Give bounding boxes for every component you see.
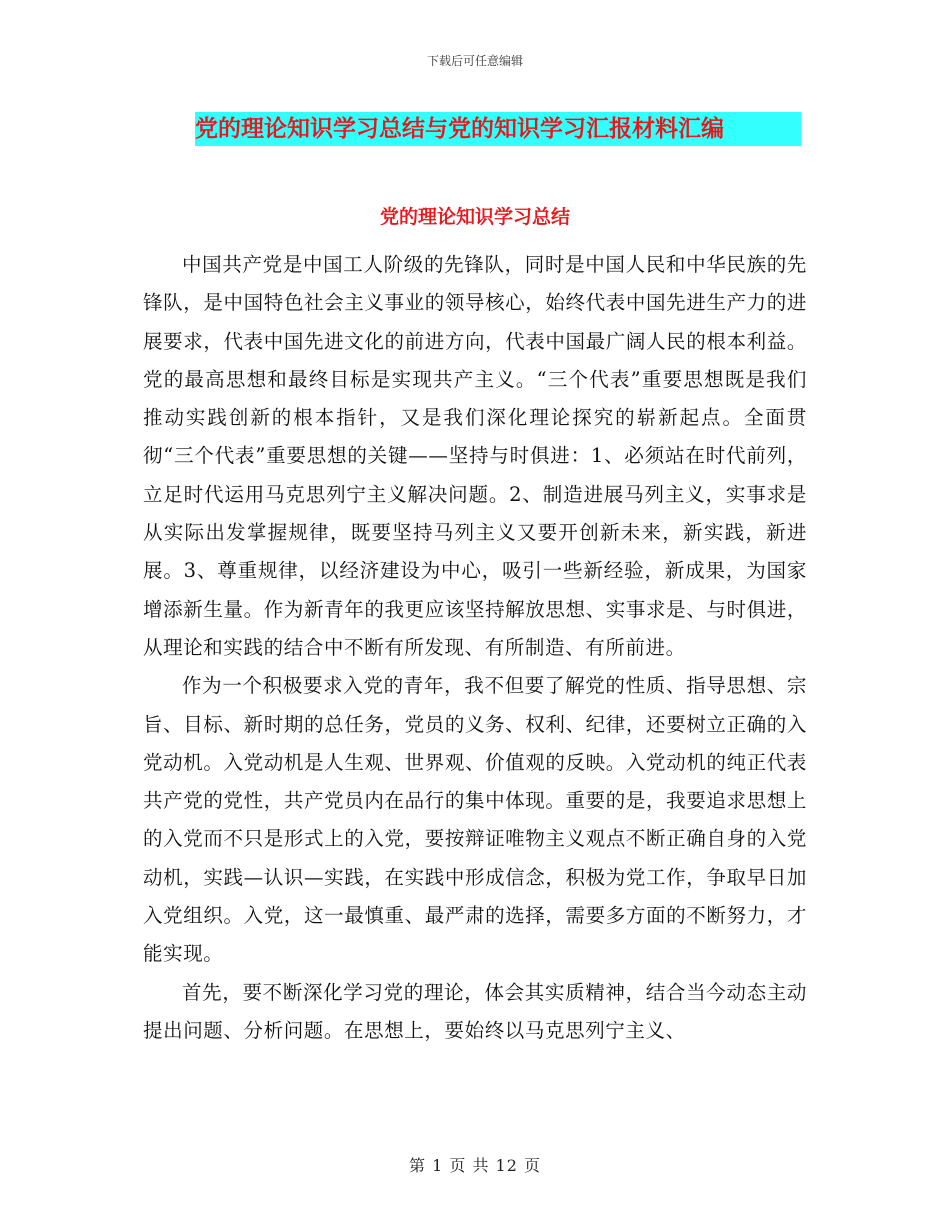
section-title: 党的理论知识学习总结 xyxy=(379,206,570,228)
paragraph-3: 首先，要不断深化学习党的理论，体会其实质精神，结合当今动态主动提出问题、分析问题。在思想上，要始终以马克思列宁主义、 xyxy=(143,980,807,1042)
page-number: 第 1 页 共 12 页 xyxy=(409,1156,541,1175)
paragraph-1: 中国共产党是中国工人阶级的先锋队，同时是中国人民和中华民族的先锋队，是中国特色社会主义事业的领导核心，始终代表中国先进生产力的进展要求，代表中国先进文化的前进方向，代表中国最广阔人民的根本利益。党的最高思想和最终目标是实现共产主义。“三个代表”重要思想既是我们推动实践创新的根本指针，又是我们深化理论探究的崭新起点。全面贯彻“三个代表”重要思想的关键——坚持与时俱进：1、必须站在时代前列，立足时代运用马克思列宁主义解决问题。2、制造进展马列主义，实事求是从实际出发掌握规律，既要坚持马列主义又要开创新未来，新实践，新进展。3、尊重规律，以经济建设为中心，吸引一些新经验，新成果，为国家增添新生量。作为新青年的我更应该坚持解放思想、实事求是、与时俱进，从理论和实践的结合中不断有所发现、有所制造、有所前进。 xyxy=(143,253,807,659)
body-text xyxy=(143,246,807,1050)
paragraph-2: 作为一个积极要求入党的青年，我不但要了解党的性质、指导思想、宗旨、目标、新时期的总任务，党员的义务、权利、纪律，还要树立正确的入党动机。入党动机是人生观、世界观、价值观的反映。入党动机的纯正代表共产党的党性，共产党员内在品行的集中体现。重要的是，我要追求思想上的入党而不只是形式上的入党，要按辩证唯物主义观点不断正确自身的入党动机，实践—认识—实践，在实践中形成信念，积极为党工作，争取早日加入党组织。入党，这一最慎重、最严肃的选择，需要多方面的不断努力，才能实现。 xyxy=(143,674,807,966)
header-note: 下载后可任意编辑 xyxy=(426,54,523,68)
document-title: 党的理论知识学习总结与党的知识学习汇报材料汇编 xyxy=(195,112,801,146)
